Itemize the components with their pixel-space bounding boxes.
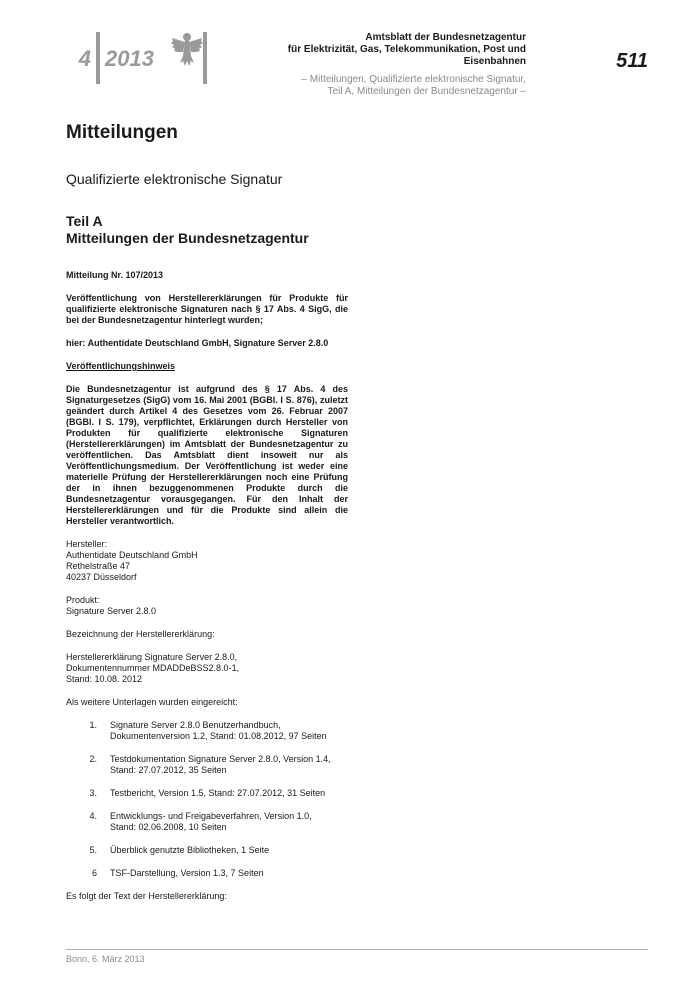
list-item [66, 845, 348, 856]
section-line-1: – Mitteilungen, Qualifizierte elektronische Signatur, [301, 74, 526, 85]
declaration-line: Dokumentennummer MDADDeBSS2.8.0-1, [66, 663, 240, 673]
declaration-block [66, 652, 348, 685]
list-item [66, 811, 348, 833]
product-label: Produkt: [66, 595, 100, 605]
list-item [66, 788, 348, 799]
list-item-text [110, 788, 348, 799]
product-block [66, 595, 348, 617]
declaration-line: Herstellererklärung Signature Server 2.8.0, [66, 652, 238, 662]
list-item-line: Testdokumentation Signature Server 2.8.0, Version 1.4, [110, 754, 331, 764]
list-item-line: Signature Server 2.8.0 Benutzerhandbuch, [110, 720, 281, 730]
footer-divider [66, 949, 648, 950]
list-item-number: 1. [89, 720, 97, 730]
issue-divider [96, 32, 100, 84]
hint-heading: Veröffentlichungshinweis [66, 361, 176, 371]
declaration-label: Bezeichnung der Herstellererklärung: [66, 629, 215, 639]
list-item-line: TSF-Darstellung, Version 1.3, 7 Seiten [110, 868, 264, 878]
footer-place-date: Bonn, 6. März 2013 [66, 954, 145, 964]
notice-number: Mitteilung Nr. 107/2013 [66, 270, 164, 280]
federal-eagle-icon [170, 30, 204, 70]
hint-text: Die Bundesnetzagentur ist aufgrund des § 17 Abs. 4 des Signaturgesetzes (SigG) vom 16. Mai 2001 (BGBl. I S. 876), zuletzt geändert durch Artikel 4 des Gesetzes vom 26. Februar 2007 (BGBl. I S. 179), verpflichtet, Erklärungen durch Hersteller von Produkten für qualifizierte elektronische Signaturen (Herstellererklärungen) im Amtsblatt der Bundesnetzagentur zu veröffentlichen. Das Amtsblatt dient insoweit nur als Veröffentlichungsmedium. Der Veröffentlichung ist weder eine materielle Prüfung der Herstellererklärungen noch eine Prüfung der in ihnen bezuggenommenen Produkte durch die Bundesnetzagentur vorausgegangen. Für den Inhalt der Herstellererklärungen und für die Produkte sind allein die Hersteller verantwortlich. [66, 384, 348, 526]
logo-divider [203, 32, 207, 84]
manufacturer-street: Rethelstraße 47 [66, 561, 131, 571]
part-label: Teil A [66, 213, 103, 229]
list-item-text [110, 845, 348, 856]
issue-year: 2013 [105, 46, 154, 71]
list-item-text [110, 720, 348, 742]
page-number: 511 [616, 50, 648, 72]
product-name: Signature Server 2.8.0 [66, 606, 157, 616]
list-item-line: Testbericht, Version 1.5, Stand: 27.07.2012, 31 Seiten [110, 788, 326, 798]
manufacturer-label: Hersteller: [66, 539, 108, 549]
part-heading [66, 213, 309, 247]
publication-subtitle: für Elektrizität, Gas, Telekommunikation, Post und Eisenbahnen [287, 44, 526, 67]
closing-text: Es folgt der Text der Herstellererklärung: [66, 891, 227, 901]
documents-intro: Als weitere Unterlagen wurden eingereicht: [66, 697, 238, 707]
part-title: Mitteilungen der Bundesnetzagentur [66, 230, 309, 246]
list-item [66, 868, 348, 879]
manufacturer-name: Authentidate Deutschland GmbH [66, 550, 198, 560]
notice-body [66, 270, 348, 902]
list-item-number: 5. [89, 845, 97, 855]
list-item-text [110, 868, 348, 879]
list-item-text [110, 811, 348, 833]
list-item [66, 720, 348, 742]
notice-subject: Veröffentlichung von Herstellererklärungen für Produkte für qualifizierte elektronische Signaturen nach § 17 Abs. 4 SigG, die bei der Bundesnetzagentur hinterlegt wurden; [66, 293, 348, 325]
list-item-text [110, 754, 348, 776]
manufacturer-block [66, 539, 348, 583]
page-title: Mitteilungen [66, 122, 178, 143]
list-item-line: Stand: 27.07.2012, 35 Seiten [110, 765, 227, 775]
documents-list [66, 720, 348, 879]
list-item-number: 3. [89, 788, 97, 798]
list-item-line: Stand: 02.06.2008, 10 Seiten [110, 822, 227, 832]
declaration-line: Stand: 10.08. 2012 [66, 674, 143, 684]
masthead [230, 32, 526, 98]
list-item-line: Entwicklungs- und Freigabeverfahren, Version 1.0, [110, 811, 312, 821]
publication-title: Amtsblatt der Bundesnetzagentur [365, 32, 526, 43]
list-item-number: 2. [89, 754, 97, 764]
issue-number: 4 [78, 46, 91, 71]
list-item [66, 754, 348, 776]
list-item-number: 6 [91, 868, 97, 878]
page-subtitle: Qualifizierte elektronische Signatur [66, 171, 283, 187]
manufacturer-city: 40237 Düsseldorf [66, 572, 137, 582]
list-item-line: Dokumentenversion 1.2, Stand: 01.08.2012, 97 Seiten [110, 731, 327, 741]
section-line-2: Teil A, Mitteilungen der Bundesnetzagentur – [327, 86, 526, 97]
notice-here: hier: Authentidate Deutschland GmbH, Signature Server 2.8.0 [66, 338, 329, 348]
list-item-line: Überblick genutzte Bibliotheken, 1 Seite [110, 845, 270, 855]
list-item-number: 4. [89, 811, 97, 821]
